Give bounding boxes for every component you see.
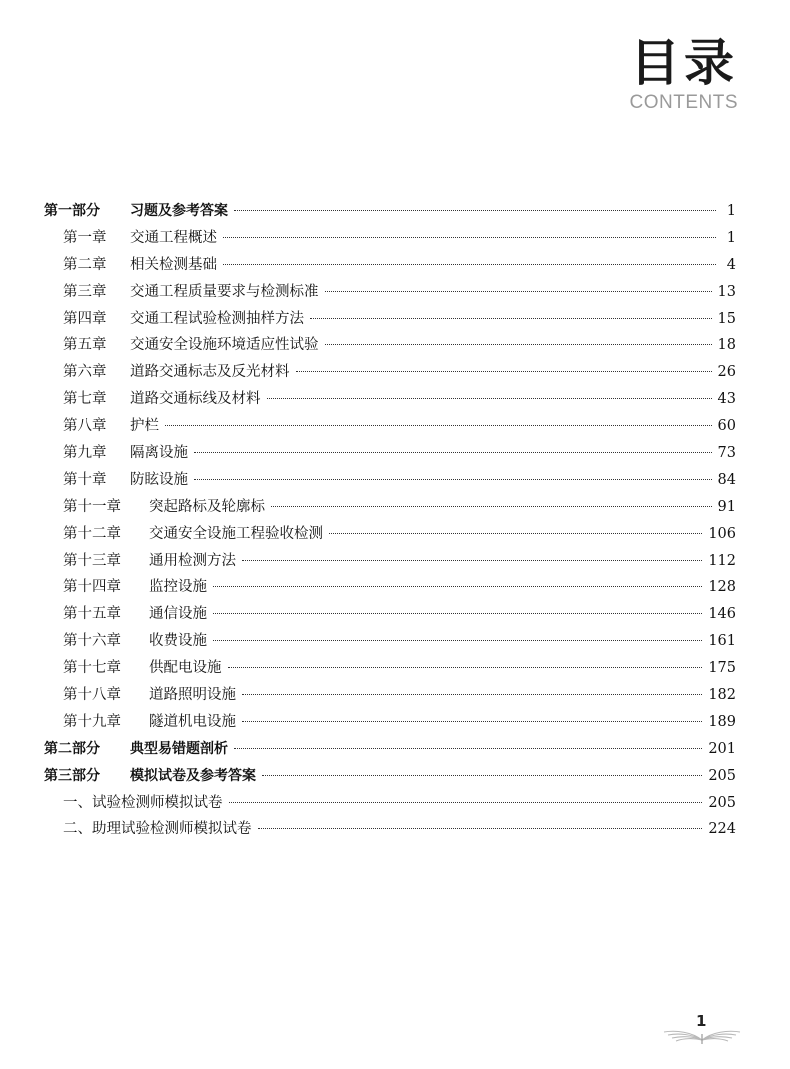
toc-entry-chapter[interactable]: [44, 709, 736, 736]
toc-entry-chapter[interactable]: [44, 359, 736, 386]
toc-entry-page: 73: [717, 445, 736, 462]
toc-entry-chapter[interactable]: [44, 225, 736, 252]
toc-entry-number: 第十章: [63, 471, 107, 488]
dot-leader: [271, 506, 712, 507]
toc-entry-number: 第三部分: [44, 767, 100, 784]
toc-entry-page: 43: [717, 391, 736, 408]
toc-entry-page: 182: [708, 687, 736, 704]
toc-entry-page: 189: [708, 713, 736, 730]
toc-entry-title: 交通工程质量要求与检测标准: [130, 283, 319, 300]
page-footer: [662, 1010, 742, 1050]
table-of-contents: [44, 198, 736, 843]
dot-leader: [296, 371, 712, 372]
page-title: 目录: [630, 34, 738, 92]
toc-entry-page: 91: [717, 498, 736, 515]
toc-entry-number: 第七章: [63, 391, 107, 408]
toc-entry-title: 监控设施: [149, 579, 207, 596]
dot-leader: [213, 640, 702, 641]
toc-entry-chapter[interactable]: [44, 252, 736, 279]
toc-entry-title: 相关检测基础: [130, 256, 217, 273]
toc-entry-title: 通信设施: [149, 606, 207, 623]
toc-entry-number: 第十七章: [63, 660, 121, 677]
toc-entry-chapter[interactable]: [44, 682, 736, 709]
toc-entry-page: 106: [708, 525, 736, 542]
toc-entry-page: 161: [708, 633, 736, 650]
toc-entry-title: 交通工程概述: [130, 229, 217, 246]
toc-entry-number: 第十一章: [63, 498, 121, 515]
dot-leader: [213, 613, 702, 614]
toc-entry-title: 一、试验检测师模拟试卷: [63, 794, 223, 811]
toc-entry-number: 第五章: [63, 337, 107, 354]
toc-entry-number: 第十八章: [63, 687, 121, 704]
toc-entry-title: 交通工程试验检测抽样方法: [130, 310, 304, 327]
toc-entry-number: 第十四章: [63, 579, 121, 596]
toc-entry-chapter[interactable]: [44, 548, 736, 575]
toc-entry-page: 60: [717, 418, 736, 435]
dot-leader: [242, 560, 702, 561]
toc-entry-number: 第六章: [63, 364, 107, 381]
toc-entry-page: 1: [726, 203, 736, 219]
page-subtitle: CONTENTS: [629, 92, 738, 113]
toc-entry-number: 第一部分: [44, 203, 100, 219]
toc-entry-page: 13: [717, 283, 736, 300]
dot-leader: [242, 721, 702, 722]
toc-entry-page: 224: [708, 821, 736, 838]
toc-entry-title: 典型易错题剖析: [130, 740, 228, 757]
toc-entry-title: 习题及参考答案: [130, 203, 228, 219]
toc-entry-page: 175: [708, 660, 736, 677]
dot-leader: [194, 452, 712, 453]
toc-entry-title: 突起路标及轮廓标: [149, 498, 265, 515]
toc-entry-chapter[interactable]: [44, 279, 736, 306]
toc-entry-title: 护栏: [130, 418, 159, 435]
toc-entry-page: 146: [708, 606, 736, 623]
toc-entry-page: 128: [708, 579, 736, 596]
toc-entry-page: 205: [708, 794, 736, 811]
toc-entry-chapter[interactable]: [44, 467, 736, 494]
toc-entry-number: 第九章: [63, 445, 107, 462]
toc-entry-number: 第二章: [63, 256, 107, 273]
toc-entry-title: 道路交通标线及材料: [130, 391, 261, 408]
toc-entry-chapter[interactable]: [44, 628, 736, 655]
toc-entry-title: 模拟试卷及参考答案: [130, 767, 256, 784]
page-header: [630, 32, 739, 114]
dot-leader: [267, 398, 712, 399]
dot-leader: [229, 802, 703, 803]
toc-entry-page: 112: [708, 552, 736, 569]
toc-entry-page: 26: [717, 364, 736, 381]
toc-entry-number: 第三章: [63, 283, 107, 300]
dot-leader: [228, 667, 703, 668]
toc-entry-part[interactable]: [44, 763, 736, 790]
toc-entry-section[interactable]: [44, 816, 736, 843]
toc-entry-title: 收费设施: [149, 633, 207, 650]
toc-entry-page: 201: [708, 740, 736, 757]
toc-entry-page: 4: [726, 256, 736, 273]
dot-leader: [258, 828, 703, 829]
toc-entry-chapter[interactable]: [44, 332, 736, 359]
toc-entry-title: 交通安全设施环境适应性试验: [130, 337, 319, 354]
toc-entry-number: 第十五章: [63, 606, 121, 623]
toc-entry-number: 第十九章: [63, 713, 121, 730]
toc-entry-number: 第四章: [63, 310, 107, 327]
toc-entry-title: 道路交通标志及反光材料: [130, 364, 290, 381]
dot-leader: [194, 479, 712, 480]
dot-leader: [242, 694, 702, 695]
toc-entry-page: 1: [726, 229, 736, 246]
toc-entry-chapter[interactable]: [44, 413, 736, 440]
toc-entry-chapter[interactable]: [44, 386, 736, 413]
dot-leader: [329, 533, 702, 534]
dot-leader: [223, 237, 716, 238]
dot-leader: [165, 425, 712, 426]
toc-entry-number: 第八章: [63, 418, 107, 435]
toc-entry-chapter[interactable]: [44, 574, 736, 601]
toc-entry-title: 交通安全设施工程验收检测: [149, 525, 323, 542]
dot-leader: [325, 344, 712, 345]
toc-entry-number: 第十六章: [63, 633, 121, 650]
toc-entry-chapter[interactable]: [44, 521, 736, 548]
toc-entry-page: 18: [717, 337, 736, 354]
toc-entry-number: 第十二章: [63, 525, 121, 542]
dot-leader: [213, 586, 702, 587]
dot-leader: [234, 210, 716, 211]
toc-entry-chapter[interactable]: [44, 494, 736, 521]
toc-entry-chapter[interactable]: [44, 440, 736, 467]
dot-leader: [223, 264, 716, 265]
toc-entry-number: 第十三章: [63, 552, 121, 569]
toc-entry-title: 通用检测方法: [149, 552, 236, 569]
dot-leader: [262, 775, 702, 776]
toc-entry-chapter[interactable]: [44, 306, 736, 333]
toc-entry-number: 第二部分: [44, 740, 100, 757]
toc-entry-chapter[interactable]: [44, 601, 736, 628]
toc-entry-page: 205: [708, 767, 736, 784]
toc-entry-title: 道路照明设施: [149, 687, 236, 704]
dot-leader: [325, 291, 712, 292]
toc-entry-title: 隔离设施: [130, 445, 188, 462]
toc-entry-page: 15: [717, 310, 736, 327]
toc-entry-chapter[interactable]: [44, 655, 736, 682]
toc-entry-part[interactable]: [44, 198, 736, 225]
toc-entry-page: 84: [717, 471, 736, 488]
toc-entry-title: 二、助理试验检测师模拟试卷: [63, 821, 252, 838]
dot-leader: [234, 748, 702, 749]
toc-entry-title: 供配电设施: [149, 660, 222, 677]
toc-entry-title: 防眩设施: [130, 471, 188, 488]
toc-entry-number: 第一章: [63, 229, 107, 246]
dot-leader: [310, 318, 712, 319]
page-number: 1: [696, 1012, 707, 1030]
toc-entry-part[interactable]: [44, 736, 736, 763]
toc-entry-section[interactable]: [44, 790, 736, 817]
toc-entry-title: 隧道机电设施: [149, 713, 236, 730]
